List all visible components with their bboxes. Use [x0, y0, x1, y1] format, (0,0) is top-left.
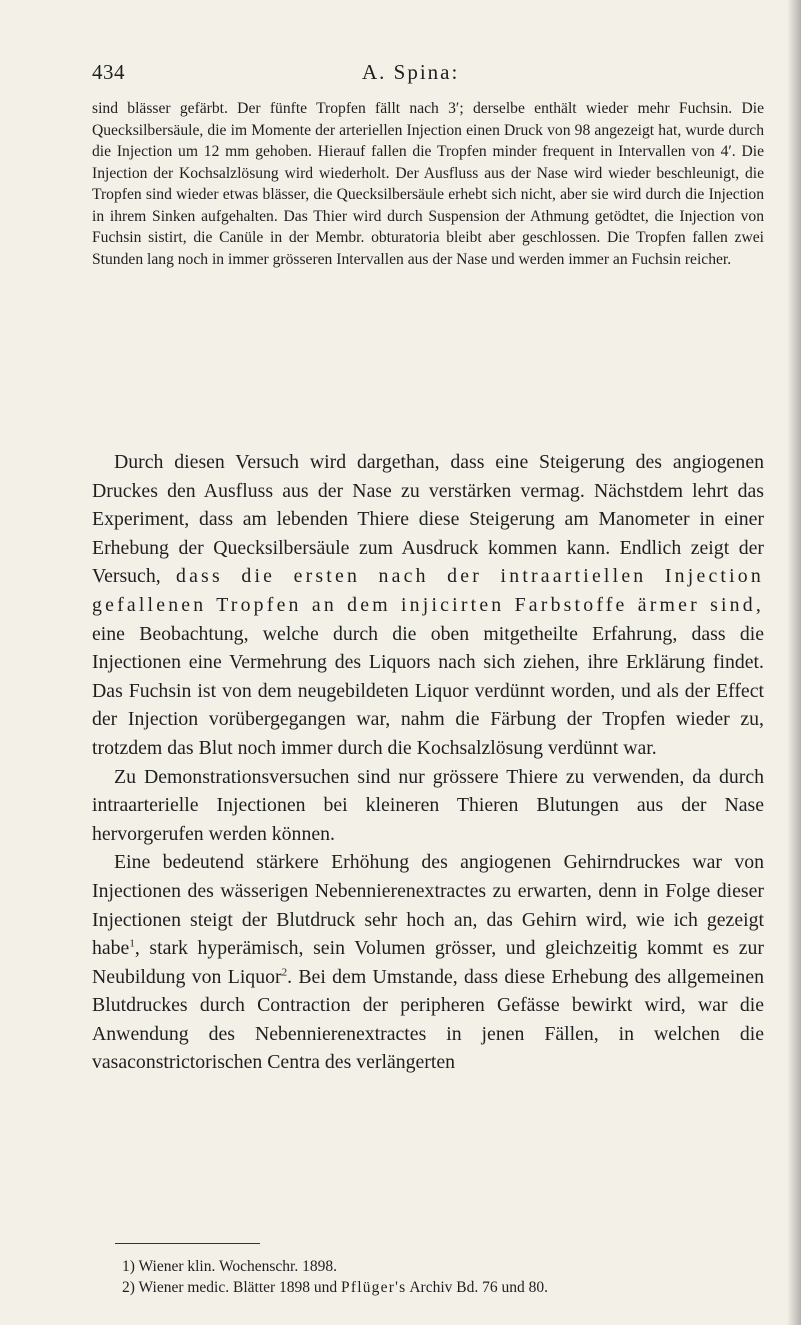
paragraph-3-part-2: , stark hyperämisch, sein Volumen grösser, und gleichzeitig kommt es zur Neubildung von Liquor [92, 937, 764, 988]
paragraph-3-part-3: . Bei dem Umstande, dass diese Erhebung des allgemeinen Blutdruckes durch Contraction der peripheren Gefässe bewirkt wird, war die Anwendung des Nebennierenextractes in jenen Fällen, in welchen die vasaconstrictorischen Centra des verlängerten [92, 965, 764, 1074]
main-text [92, 448, 764, 1077]
footnote-1: 1) Wiener klin. Wochenschr. 1898. [122, 1258, 337, 1275]
footnote-2-author: Pflüger's [341, 1279, 407, 1296]
paragraph-1-start: Durch diesen Versuch wird dargethan, dass eine Steigerung des angiogenen Druckes den Ausfluss aus der Nase zu verstärken vermag. Nächstdem lehrt das Experiment, dass am lebenden Thiere diese Steigerung am Manometer in einer Erhebung der Quecksilbersäule zum Ausdruck kommen kann. Endlich zeigt der Versuch, [92, 451, 764, 588]
paragraph-1 [92, 448, 764, 763]
small-print-text: sind blässer gefärbt. Der fünfte Tropfen fällt nach 3′; derselbe enthält wieder mehr Fuchsin. Die Quecksilbersäule, die im Momente der arteriellen Injection einen Druck von 98 angezeigt hat, wurde durch die Injection um 12 mm gehoben. Hierauf fallen die Tropfen minder frequent in Intervallen von 4′. Die Injection der Kochsalzlösung wird wiederholt. Der Ausfluss aus der Nase wird wieder beschleunigt, die Tropfen sind wieder etwas blässer, die Quecksilbersäule erhebt sich nicht, aber sie wird durch die Injection in ihrem Sinken aufgehalten. Das Thier wird durch Suspension der Athmung getödtet, die Injection von Fuchsin sistirt, die Canüle in der Membr. obturatoria bleibt aber geschlossen. Die Tropfen fallen zwei Stunden lang noch in immer grösseren Intervallen aus der Nase und werden immer an Fuchsin reicher. [92, 100, 764, 268]
footnote-2 [122, 1277, 762, 1298]
footnote-2-end: Archiv Bd. 76 und 80. [409, 1279, 548, 1296]
paragraph-3-part-1: Eine bedeutend stärkere Erhöhung des angiogenen Gehirndruckes war von Injectionen des wässerigen Nebennierenextractes zu erwarten, denn in Folge dieser Injectionen steigt der Blutdruck sehr hoch an, das Gehirn wird, wie ich gezeigt habe [92, 851, 764, 960]
paragraph-1-end: eine Beobachtung, welche durch die oben mitgetheilte Erfahrung, dass die Injectionen eine Vermehrung des Liquors nach sich ziehen, ihre Erklärung findet. Das Fuchsin ist von dem neugebildeten Liquor verdünnt worden, und als der Effect der Injection vorübergegangen war, nahm die Färbung der Tropfen wieder zu, trotzdem das Blut noch immer durch die Kochsalzlösung verdünnt war. [92, 622, 764, 759]
page-header [92, 60, 764, 90]
footnote-ref-2[interactable]: 2 [281, 966, 288, 979]
small-print-paragraph [92, 98, 764, 270]
page-edge-shadow [787, 0, 801, 1325]
paragraph-3 [92, 848, 764, 1077]
footnotes [122, 1256, 762, 1298]
paragraph-2: Zu Demonstrationsversuchen sind nur grössere Thiere zu verwenden, da durch intraarterielle Injectionen bei kleineren Thieren Blutungen aus der Nase hervorgerufen werden können. [92, 765, 764, 845]
footnote-2-start: 2) Wiener medic. Blätter 1898 und [122, 1279, 338, 1296]
page-number: 434 [92, 60, 125, 84]
paragraph-1-emphasis: dass die ersten nach der intraartiellen Injection gefallenen Tropfen an dem injicirten Farbstoffe ärmer sind, [92, 565, 764, 616]
footnote-divider [115, 1243, 260, 1244]
footnote-ref-1[interactable]: 1 [129, 937, 135, 950]
running-head: A. Spina: [362, 60, 460, 84]
